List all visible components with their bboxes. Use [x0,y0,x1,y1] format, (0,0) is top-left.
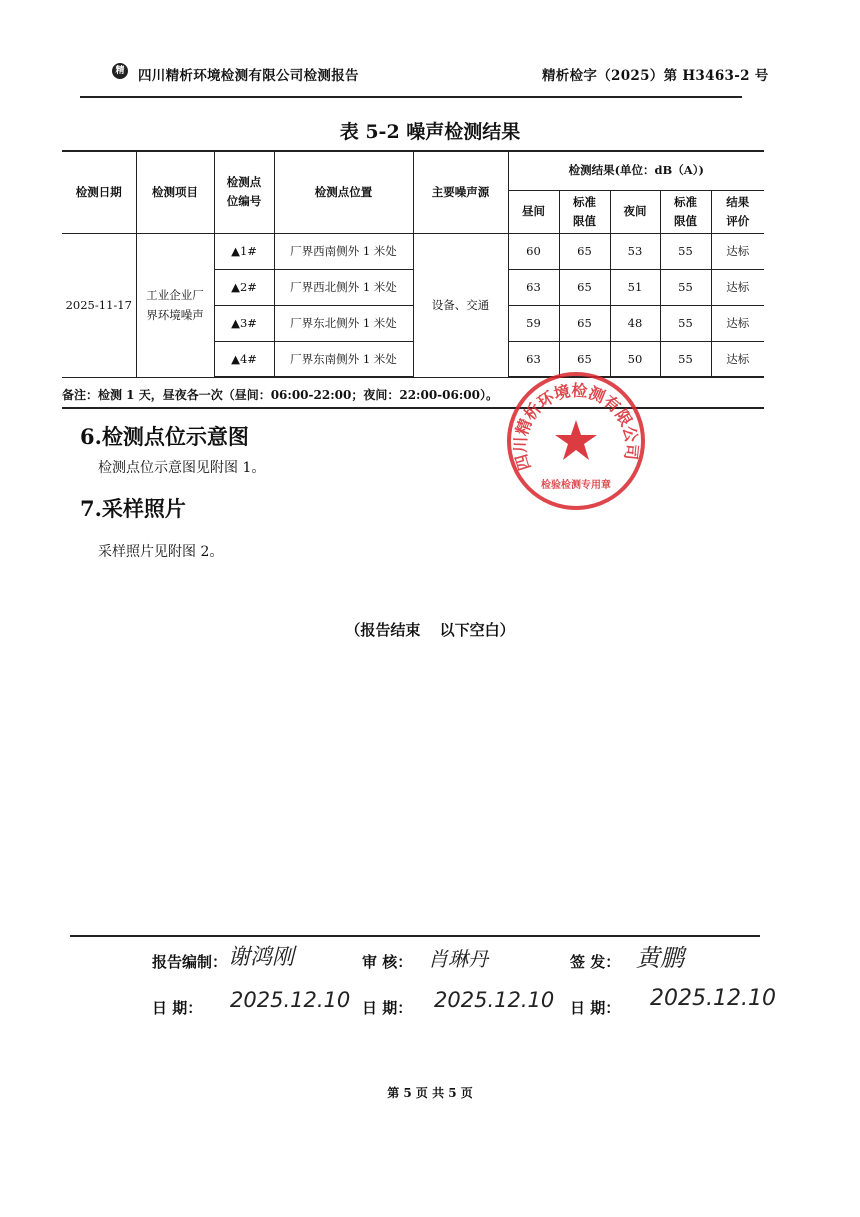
header-night: 夜间 [610,190,660,233]
section-6-title: 6.检测点位示意图 [80,424,249,449]
cell-eval: 达标 [711,305,764,341]
company-seal-stamp [505,370,647,512]
section-6-text: 检测点位示意图见附图 1。 [98,460,266,476]
editor-signature: 谢鸿刚 [228,945,295,970]
page-number: 第 5 页 共 5 页 [387,1086,473,1100]
header-point-no: 检测点位编号 [214,151,274,233]
reviewer-date-label: 日 期： [362,999,413,1017]
reviewer-signature: 肖琳丹 [428,947,488,971]
reviewer-date: 2025.12.10 [434,988,555,1012]
cell-point: ▲3# [214,305,274,341]
table-note: 备注：检测 1 天，昼夜各一次（昼间：06:00-22:00；夜间：22:00-06:00）。 [62,388,498,402]
cell-eval: 达标 [711,233,764,269]
cell-point: ▲2# [214,269,274,305]
cell-day: 60 [508,233,559,269]
header-day-std: 标准限值 [559,190,610,233]
section-7-title: 7.采样照片 [80,496,186,521]
cell-night: 48 [610,305,660,341]
report-number: 精析检字（2025）第 H3463-2 号 [542,68,769,84]
cell-day-std: 65 [559,233,610,269]
company-logo-icon: 精 [112,63,128,79]
header-eval: 结果评价 [711,190,764,233]
header-position: 检测点位置 [274,151,413,233]
report-end-marker: （报告结束 以下空白） [345,621,515,639]
cell-day: 63 [508,341,559,377]
section-7-text: 采样照片见附图 2。 [98,544,224,560]
header-source: 主要噪声源 [413,151,508,233]
reviewer-label: 审 核： [362,953,413,971]
issuer-label: 签 发： [570,953,621,971]
header-result-group: 检测结果(单位：dB（A）) [508,151,764,190]
signature-divider [70,935,760,937]
header-day: 昼间 [508,190,559,233]
svg-text:检验检测专用章: 检验检测专用章 [541,480,611,491]
cell-night-std: 55 [660,341,711,377]
cell-point: ▲4# [214,341,274,377]
cell-source: 设备、交通 [413,233,508,377]
table-title: 表 5-2 噪声检测结果 [339,121,521,143]
cell-day-std: 65 [559,269,610,305]
cell-night: 50 [610,341,660,377]
cell-night: 53 [610,233,660,269]
cell-date: 2025-11-17 [62,233,136,377]
cell-eval: 达标 [711,269,764,305]
cell-item: 工业企业厂界环境噪声 [136,233,214,377]
cell-day-std: 65 [559,341,610,377]
cell-night-std: 55 [660,233,711,269]
cell-position: 厂界西北侧外 1 米处 [274,269,413,305]
header-divider [80,96,742,98]
cell-night-std: 55 [660,305,711,341]
cell-night: 51 [610,269,660,305]
issuer-date-label: 日 期： [570,999,621,1017]
cell-position: 厂界东南侧外 1 米处 [274,341,413,377]
cell-day-std: 65 [559,305,610,341]
cell-day: 59 [508,305,559,341]
issuer-date: 2025.12.10 [650,986,776,1011]
header-item: 检测项目 [136,151,214,233]
editor-date: 2025.12.10 [230,988,351,1012]
editor-date-label: 日 期： [152,999,203,1017]
cell-position: 厂界东北侧外 1 米处 [274,305,413,341]
noise-result-table [62,150,764,378]
note-divider [62,407,764,409]
svg-text:四川精析环境检测有限公司: 四川精析环境检测有限公司 [510,380,642,473]
header-night-std: 标准限值 [660,190,711,233]
cell-position: 厂界西南侧外 1 米处 [274,233,413,269]
cell-point: ▲1# [214,233,274,269]
cell-night-std: 55 [660,269,711,305]
cell-day: 63 [508,269,559,305]
company-report-heading: 四川精析环境检测有限公司检测报告 [138,68,359,84]
cell-eval: 达标 [711,341,764,377]
issuer-signature: 黄鹏 [636,944,684,972]
header-date: 检测日期 [62,151,136,233]
editor-label: 报告编制： [152,953,228,971]
